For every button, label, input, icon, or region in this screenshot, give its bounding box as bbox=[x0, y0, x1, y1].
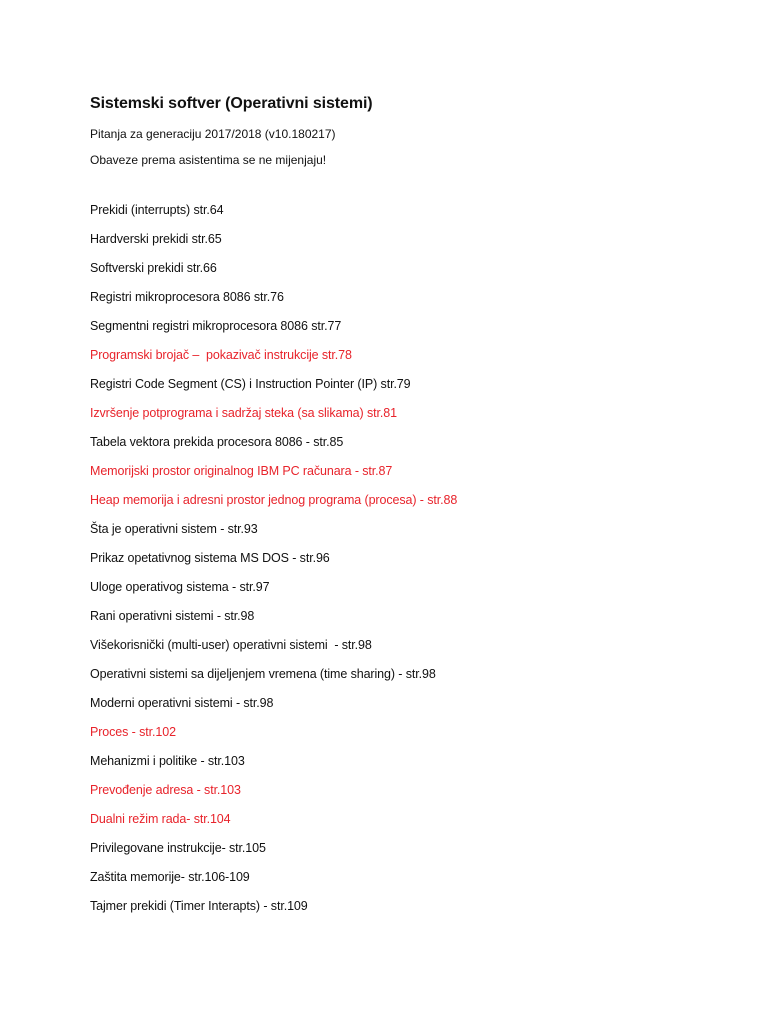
topic-item: Dualni režim rada- str.104 bbox=[90, 812, 231, 826]
topic-item: Tabela vektora prekida procesora 8086 - str.85 bbox=[90, 435, 344, 449]
topic-item: Registri Code Segment (CS) i Instruction Pointer (IP) str.79 bbox=[90, 377, 411, 391]
topic-item: Moderni operativni sistemi - str.98 bbox=[90, 696, 274, 710]
topic-item: Rani operativni sistemi - str.98 bbox=[90, 609, 255, 623]
topic-item: Programski brojač – pokazivač instrukcije str.78 bbox=[90, 348, 352, 362]
topic-item: Segmentni registri mikroprocesora 8086 str.77 bbox=[90, 319, 342, 333]
topic-item: Registri mikroprocesora 8086 str.76 bbox=[90, 290, 284, 304]
topic-item: Mehanizmi i politike - str.103 bbox=[90, 754, 245, 768]
topic-list bbox=[90, 202, 768, 927]
topic-item: Privilegovane instrukcije- str.105 bbox=[90, 841, 266, 855]
document-note: Obaveze prema asistentima se ne mijenjaju! bbox=[90, 153, 327, 167]
document-subtitle: Pitanja za generaciju 2017/2018 (v10.180217) bbox=[90, 127, 336, 141]
topic-item: Prekidi (interrupts) str.64 bbox=[90, 203, 224, 217]
topic-item: Prikaz opetativnog sistema MS DOS - str.96 bbox=[90, 551, 330, 565]
topic-item: Šta je operativni sistem - str.93 bbox=[90, 522, 258, 536]
document-title: Sistemski softver (Operativni sistemi) bbox=[90, 95, 373, 112]
topic-item: Heap memorija i adresni prostor jednog programa (procesa) - str.88 bbox=[90, 493, 458, 507]
topic-item: Izvršenje potprograma i sadržaj steka (sa slikama) str.81 bbox=[90, 406, 397, 420]
topic-item: Hardverski prekidi str.65 bbox=[90, 232, 222, 246]
topic-item: Prevođenje adresa - str.103 bbox=[90, 783, 241, 797]
topic-item: Proces - str.102 bbox=[90, 725, 176, 739]
topic-item: Softverski prekidi str.66 bbox=[90, 261, 217, 275]
topic-item: Operativni sistemi sa dijeljenjem vremena (time sharing) - str.98 bbox=[90, 667, 436, 681]
topic-item: Uloge operativog sistema - str.97 bbox=[90, 580, 270, 594]
topic-item: Zaštita memorije- str.106-109 bbox=[90, 870, 250, 884]
topic-item: Tajmer prekidi (Timer Interapts) - str.109 bbox=[90, 899, 308, 913]
topic-item: Višekorisnički (multi-user) operativni sistemi - str.98 bbox=[90, 638, 372, 652]
topic-item: Memorijski prostor originalnog IBM PC računara - str.87 bbox=[90, 464, 393, 478]
